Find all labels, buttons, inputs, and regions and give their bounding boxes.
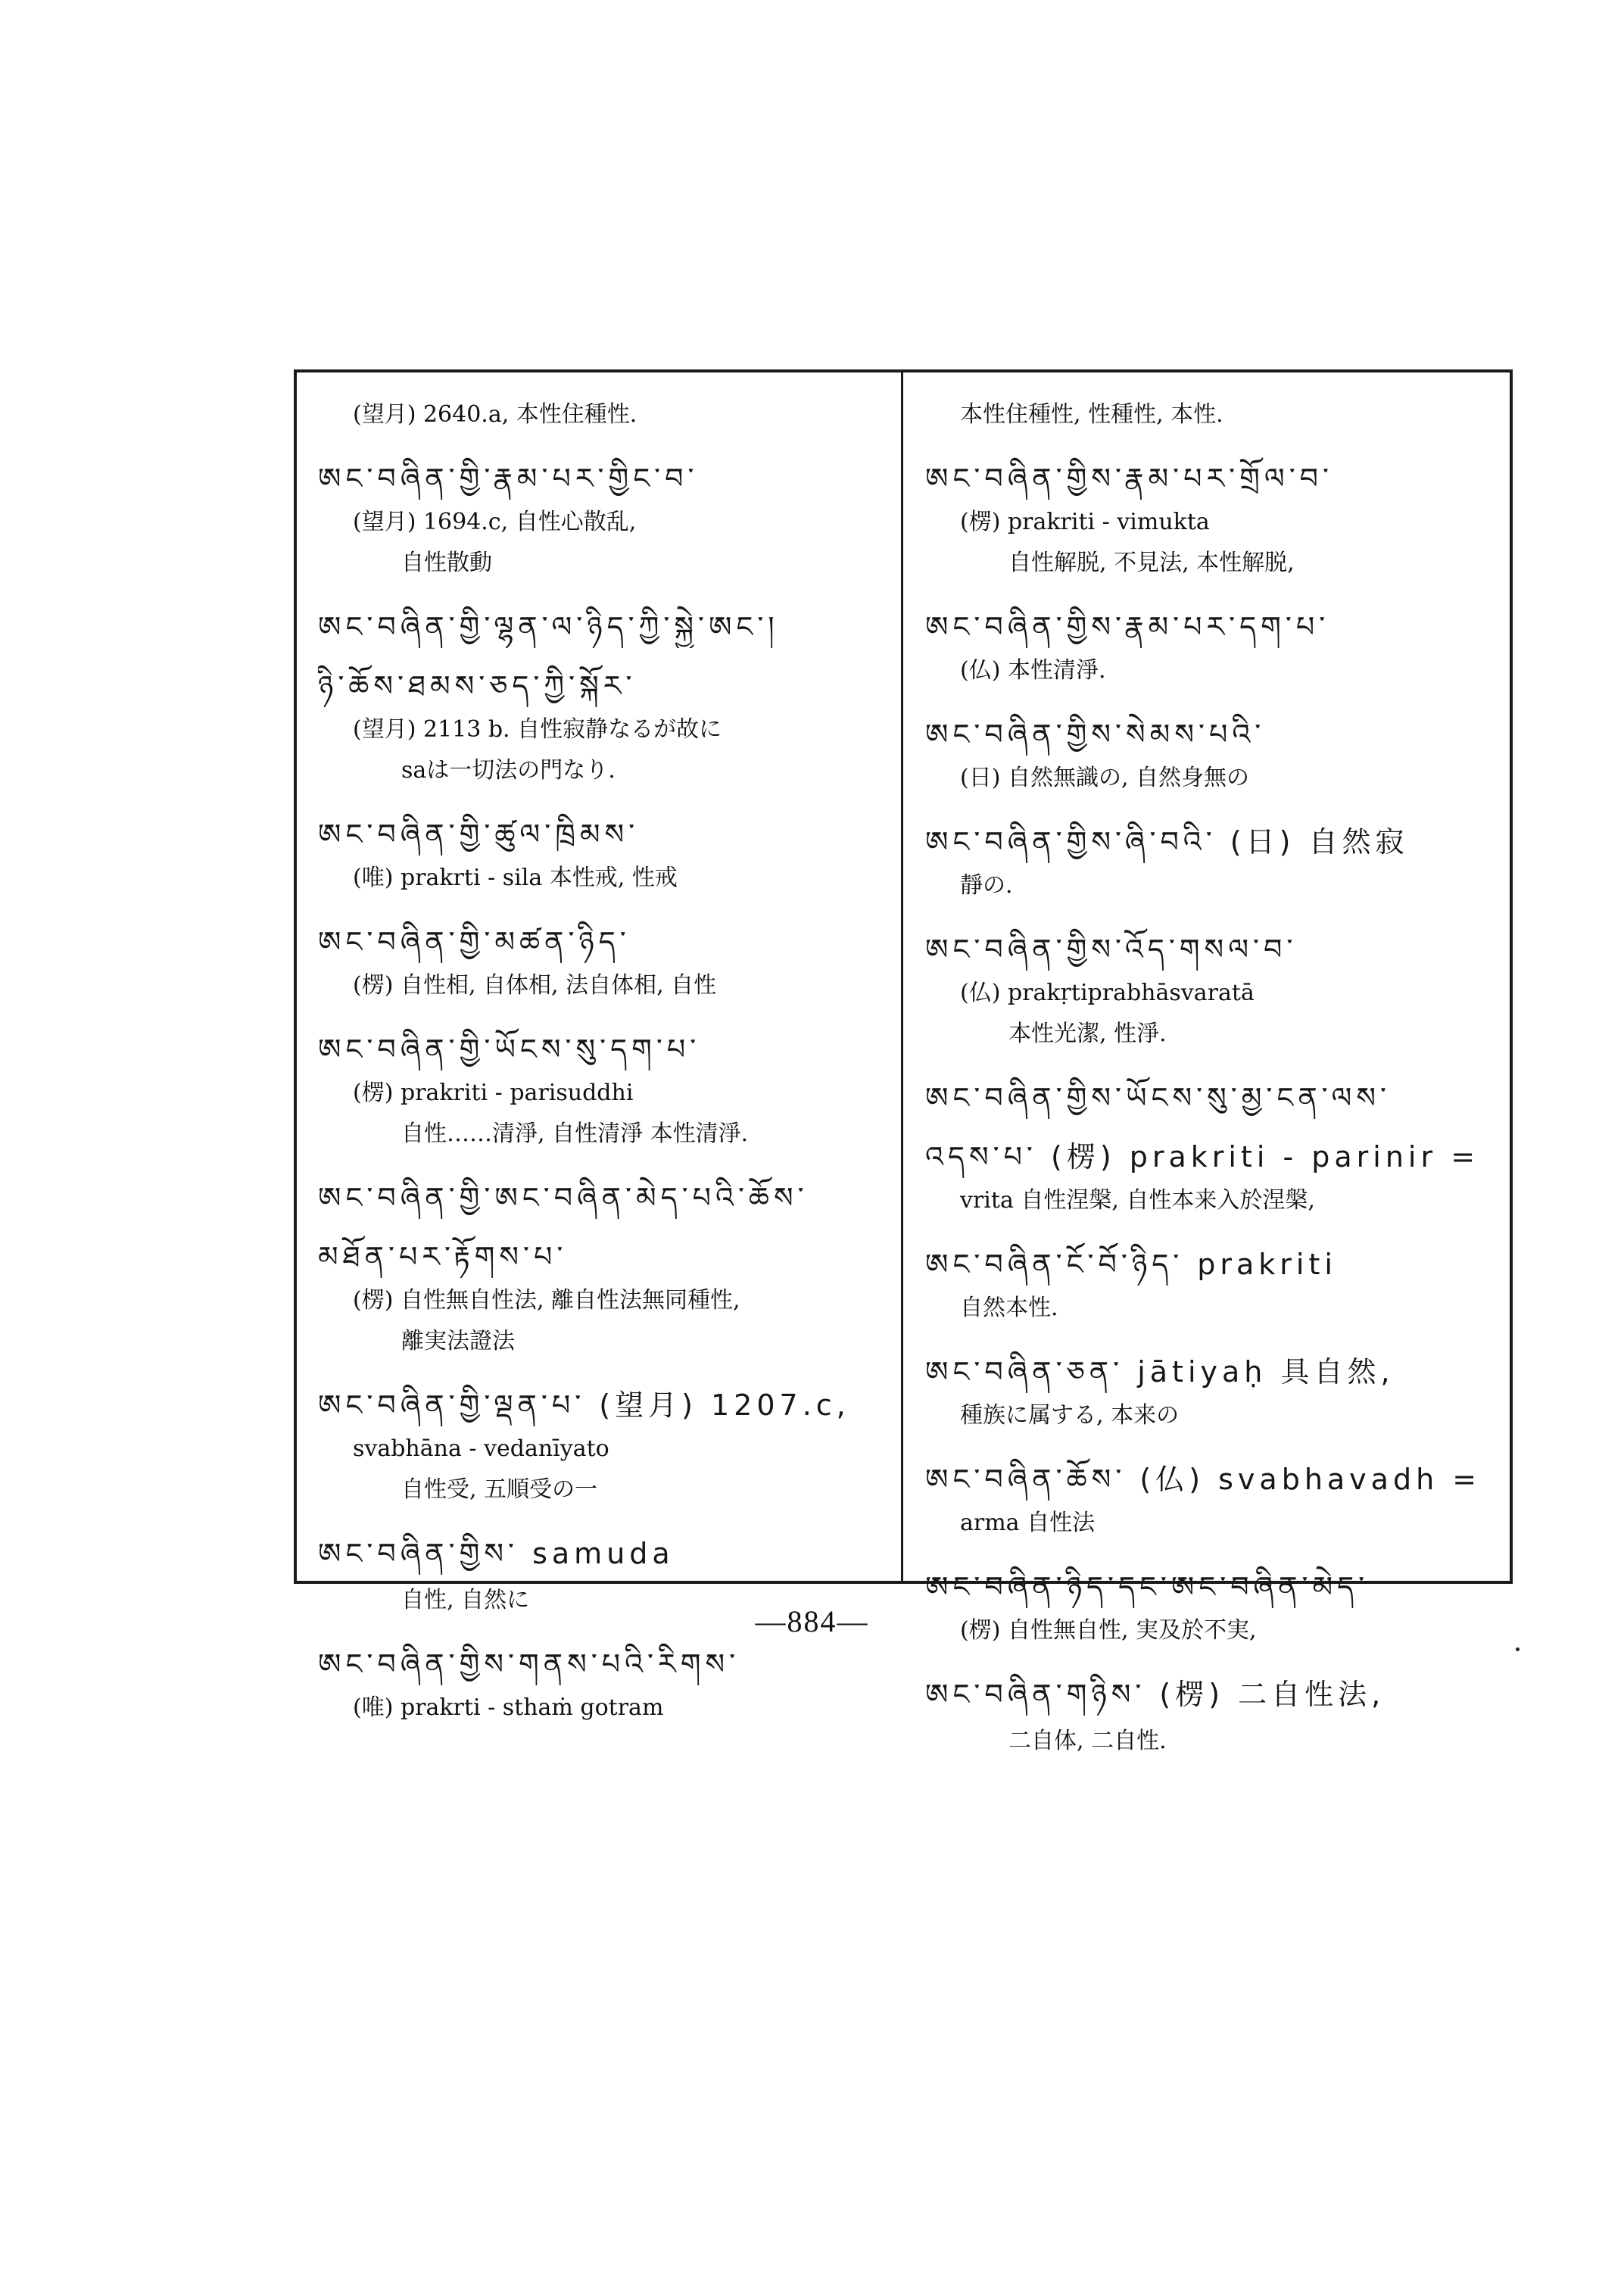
entry-definition: 本性住種性, 性種性, 本性. xyxy=(960,401,1223,428)
entry-definition: (楞) 自性無自性, 実及於不実, xyxy=(960,1617,1257,1644)
entry-definition: (仏) prakṛtiprabhāsvaratā xyxy=(960,980,1255,1006)
tibetan-headword: ཨང་བཞིན་གྱིས་ཡོངས་སུ་མྱ་ངན་ལས་ xyxy=(925,1081,1391,1114)
entry-definition-continued: 二自体, 二自性. xyxy=(1008,1728,1167,1754)
tibetan-headword: ཨང་བཞིན་ངོ་བོ་ཉིད་ prakriti xyxy=(925,1248,1337,1281)
tibetan-headword: ཨང་བཞིན་གྱི་ཚུལ་ཁྲིམས་ xyxy=(318,818,640,851)
entry-definition: vrita 自性涅槃, 自性本来入於涅槃, xyxy=(960,1187,1315,1214)
entry-definition-continued: 自性受, 五順受の一 xyxy=(401,1476,598,1503)
tibetan-headword: ཨང་བཞིན་གྱིས་ samuda xyxy=(318,1537,675,1570)
tibetan-headword: ཨང་བཞིན་ཅན་ jātiyaḥ 具自然, xyxy=(925,1355,1395,1389)
tibetan-headword: ཨང་བཞིན་གྱིས་འོད་གསལ་བ་ xyxy=(925,933,1298,966)
entry-definition-continued: 本性光潔, 性淨. xyxy=(1008,1021,1167,1047)
entry-definition: (唯) prakrti - sila 本性戒, 性戒 xyxy=(353,865,678,891)
entry-definition: (望月) 1694.c, 自性心散乱, xyxy=(353,509,637,535)
tibetan-headword: ཨང་བཞིན་གྱིས་ཞི་བའི་ (日) 自然寂 xyxy=(925,825,1409,859)
tibetan-headword: ཨང་བཞིན་གྱི་རྣམ་པར་གྱིང་བ་ xyxy=(318,462,699,495)
tibetan-headword: ཨང་བཞིན་གཉིས་ (楞) 二自性法, xyxy=(925,1678,1386,1711)
column-divider xyxy=(901,372,903,1581)
tibetan-headword-continued: མཐོན་པར་རྟོགས་པ་ xyxy=(318,1240,568,1273)
entry-definition: arma 自性法 xyxy=(960,1510,1096,1536)
tibetan-headword-continued: ཉི་ཆོས་ཐམས་ཅད་ཀྱི་སྐོར་ xyxy=(318,669,637,703)
tibetan-headword: ཨང་བཞིན་ཆོས་ (仏) svabhavadh = xyxy=(925,1463,1482,1496)
left-column xyxy=(318,400,893,1723)
entry-definition: (仏) 本性清淨. xyxy=(960,657,1106,684)
tibetan-headword: ཨང་བཞིན་གྱིས་གནས་པའི་རིགས་ xyxy=(318,1647,740,1681)
entry-definition: (楞) 自性相, 自体相, 法自体相, 自性 xyxy=(353,972,717,999)
tibetan-headword: ཨང་བཞིན་གྱི་ལྷན་ལ་ཉིད་ཀྱི་སྐྱེ་ཨང་། xyxy=(318,610,779,644)
entry-definition: (楞) prakriti - parisuddhi xyxy=(353,1080,634,1106)
entry-definition: (楞) prakriti - vimukta xyxy=(960,509,1210,535)
tibetan-headword-continued: འདས་པ་ (楞) prakriti - parinir = xyxy=(925,1140,1480,1173)
tibetan-headword: ཨང་བཞིན་གྱི་ལྡན་པ་ (望月) 1207.c, xyxy=(318,1389,850,1422)
tibetan-headword: ཨང་བཞིན་གྱིས་རྣམ་པར་དག་པ་ xyxy=(925,610,1330,644)
entry-definition: (唯) prakrti - sthaṁ gotram xyxy=(353,1694,664,1721)
entry-definition: (望月) 2640.a, 本性住種性. xyxy=(353,401,637,428)
entry-definition-continued: 離実法證法 xyxy=(401,1328,515,1354)
entry-definition-continued: saは一切法の門なり. xyxy=(401,757,616,784)
entry-definition: 自然本性. xyxy=(960,1295,1058,1321)
entry-definition: 種族に属する, 本来の xyxy=(960,1402,1180,1429)
tibetan-headword: ཨང་བཞིན་གྱི་ཡོངས་སུ་དག་པ་ xyxy=(318,1033,701,1066)
page-number: —884— xyxy=(755,1604,869,1638)
entry-definition-continued: 自性解脱, 不見法, 本性解脱, xyxy=(1008,550,1295,576)
entry-definition: (望月) 2113 b. 自性寂静なるが故に xyxy=(353,716,722,743)
entry-definition: svabhāna - vedanīyato xyxy=(353,1435,609,1462)
tibetan-headword: ཨང་བཞིན་གྱིས་རྣམ་པར་གྲོལ་བ་ xyxy=(925,462,1334,495)
tibetan-headword: ཨང་བཞིན་གྱིས་སེམས་པའི་ xyxy=(925,718,1266,751)
entry-definition-continued: 自性……清淨, 自性清淨 本性清淨. xyxy=(401,1121,749,1147)
tibetan-headword: ཨང་བཞིན་གྱི་མཚན་ཉིད་ xyxy=(318,925,631,958)
tibetan-headword: ཨང་བཞིན་ཉིད་དང་ཨང་བཞིན་མེད་ xyxy=(925,1570,1370,1604)
tibetan-headword: ཨང་བཞིན་གྱི་ཨང་བཞིན་མེད་པའི་ཆོས་ xyxy=(318,1181,809,1214)
entry-definition-continued: 自性散動 xyxy=(401,550,492,576)
entry-definition: 靜の. xyxy=(960,872,1013,899)
entry-definition: (楞) 自性無自性法, 離自性法無同種性, xyxy=(353,1287,740,1314)
scan-speck xyxy=(1516,1647,1520,1651)
entry-definition: (日) 自然無識の, 自然身無の xyxy=(960,765,1250,791)
right-column xyxy=(925,400,1508,1756)
entry-definition-continued: 自性, 自然に xyxy=(401,1587,530,1613)
